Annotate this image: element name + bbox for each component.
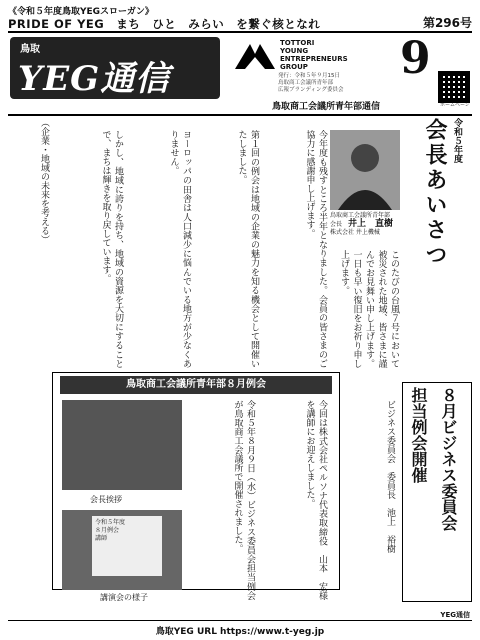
meeting-caption-2: 講演会の様子	[100, 593, 148, 602]
biz-heading	[402, 382, 472, 602]
slogan-bar	[8, 4, 472, 32]
meeting-board-text: 令和５年度 ８月例会 講師	[92, 516, 162, 576]
biz-heading-line-1: ８月ビジネス委員会	[439, 387, 458, 531]
yeg-mark-icon	[230, 39, 280, 79]
president-photo	[330, 130, 400, 210]
president-company: 株式会社 井上機械	[330, 229, 380, 236]
greeting-subtitle: 令和５年度	[452, 118, 462, 163]
masthead	[8, 31, 472, 111]
greeting-column: 今年度も残すところ半年となりました。会員の皆さまのご協力に感謝申し上げます。	[304, 130, 327, 368]
president-name: 井上 直樹	[348, 219, 394, 229]
biz-column: ビジネス委員会 委員長 池上 裕樹	[385, 400, 395, 553]
logo-small-text: 鳥取	[20, 44, 40, 55]
greeting-title: 会長あいさつ	[422, 118, 448, 268]
slogan-text: PRIDE OF YEG まち ひと みらい を繋ぐ核となれ	[8, 17, 321, 31]
greeting-heading	[404, 118, 464, 288]
issue-month: 9	[400, 33, 431, 84]
qr-label: ホームページ	[440, 102, 470, 108]
president-role: 会長	[330, 221, 343, 228]
greeting-column: ヨーロッパの田舎は人口減少に悩んでいる地方が少なくありません。	[168, 130, 191, 368]
qr-code-icon	[438, 71, 470, 103]
left-strip-text: （企業・地域の未来を考える）	[39, 118, 49, 244]
meeting-photo-1	[62, 400, 182, 490]
president-caption	[330, 212, 402, 237]
slogan-title: 《令和５年度鳥取YEGスローガン》	[8, 7, 154, 17]
newsletter-logo	[10, 37, 220, 99]
footer-url[interactable]: 鳥取YEG URL https://www.t-yeg.jp	[155, 627, 325, 637]
department-name: 鳥取商工会議所青年部通信	[272, 102, 381, 112]
divider	[8, 114, 472, 116]
greeting-column: このたびの台風７号において被災された地域、皆さまに謹んでお見舞い申し上げます。一日も早い復旧をお祈り申し上げます。	[339, 250, 399, 368]
biz-heading-line-2: 担当例会開催	[409, 387, 428, 483]
footer-brand: YEG通信	[440, 611, 470, 619]
greeting-column: しかし、地域に誇りを持ち、地域の資源を大切にすることで、まちは輝きを取り戻しています。	[100, 130, 123, 368]
meeting-caption-1: 会長挨拶	[90, 495, 122, 504]
footer-divider	[8, 620, 472, 621]
person-icon	[330, 130, 400, 210]
logo-main-text: YEG通信	[18, 59, 171, 99]
issue-number: 第296号	[422, 16, 472, 30]
meeting-banner: 鳥取商工会議所青年部８月例会	[60, 376, 332, 394]
org-name: TOTTORI YOUNG ENTREPRENEURS GROUP	[280, 39, 348, 71]
biz-column: 今回は株式会社ペルソナ代表取締役 山本 宏様を講師にお迎えしました。	[304, 400, 327, 600]
biz-column: 令和５年８月９日（水）ビジネス委員会担当例会が鳥取商工会議所で開催されました。	[232, 400, 255, 600]
greeting-column: 第１回の例会は地域の企業の魅力を知る機会として開催いたしました。	[236, 130, 259, 368]
publication-info: 発行：令和５年９月15日 鳥取商工会議所青年部 広報ブランディング委員会	[278, 73, 344, 93]
president-org: 鳥取商工会議所青年部	[330, 212, 391, 219]
